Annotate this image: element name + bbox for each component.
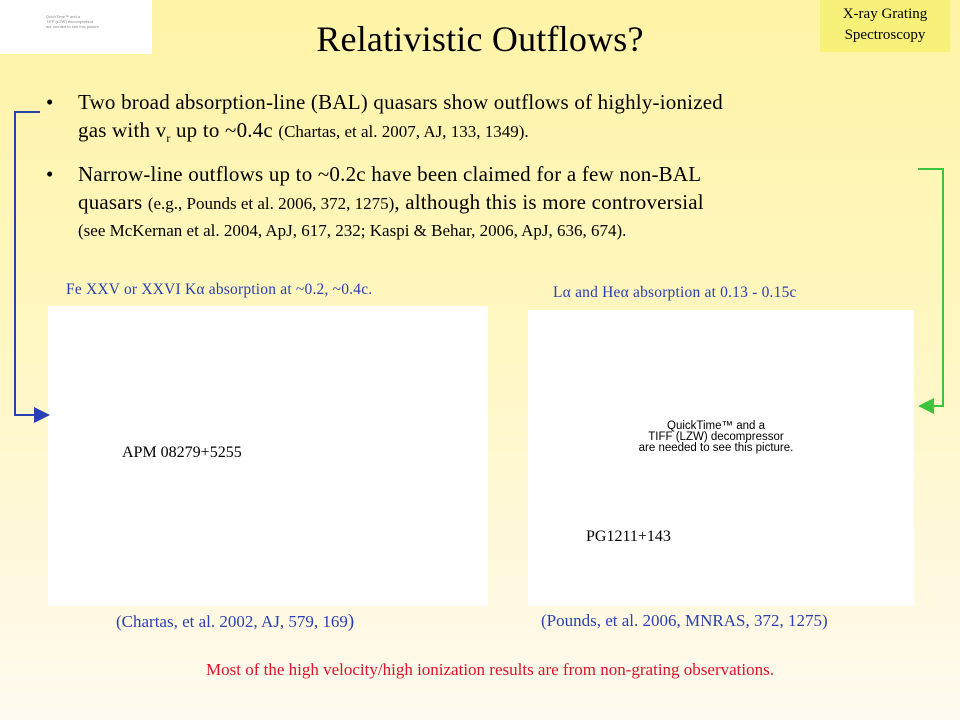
right-figure-caption: Lα and Heα absorption at 0.13 - 0.15c — [553, 284, 797, 301]
right-arrow — [918, 169, 943, 406]
bullet-2-line-2: quasars (e.g., Pounds et al. 2006, 372, 1275), although this is more controversial — [78, 190, 704, 214]
left-figure-caption: Fe XXV or XXVI Kα absorption at ~0.2, ~0.4c. — [66, 281, 373, 298]
right-object-label: PG1211+143 — [586, 528, 671, 545]
bullet-2-line-1: Narrow-line outflows up to ~0.2c have been claimed for a few non-BAL — [78, 162, 702, 186]
right-figure-panel — [528, 310, 914, 606]
footer-note: Most of the high velocity/high ionization results are from non-grating observations. — [206, 660, 774, 679]
bullet-1-line-2: gas with $v_r$ up to ~0.4c (Chartas, et al. 2007, AJ, 133, 1349). — [78, 118, 529, 146]
badge-line-1: X-ray Grating — [842, 6, 928, 22]
bullet-1-line-1: Two broad absorption-line (BAL) quasars show outflows of highly-ionized — [78, 90, 723, 114]
left-arrow — [15, 112, 46, 415]
left-figure-panel — [48, 306, 488, 606]
left-object-label: APM 08279+5255 — [122, 444, 242, 461]
thumbnail-placeholder-text: QuickTime™ and a TIFF (LZW) decompressor are needed to see this picture. — [46, 14, 100, 29]
bullet-dot: • — [46, 90, 54, 114]
right-figure-citation: (Pounds, et al. 2006, MNRAS, 372, 1275) — [541, 611, 828, 630]
bullet-2-line-3: (see McKernan et al. 2004, ApJ, 617, 232; Kaspi & Behar, 2006, ApJ, 636, 674). — [78, 221, 627, 240]
badge-line-2: Spectroscopy — [844, 27, 926, 43]
left-figure-citation: (Chartas, et al. 2002, AJ, 579, 169) — [116, 611, 355, 632]
bullet-2-reference: (e.g., Pounds et al. 2006, 372, 1275) — [147, 194, 395, 213]
bullet-1-reference: (Chartas, et al. 2007, AJ, 133, 1349). — [278, 122, 529, 141]
slide-title: Relativistic Outflows? — [316, 19, 644, 59]
bullet-dot: • — [46, 162, 54, 186]
right-figure-placeholder: QuickTime™ and a TIFF (LZW) decompressor are needed to see this picture. — [638, 420, 794, 454]
